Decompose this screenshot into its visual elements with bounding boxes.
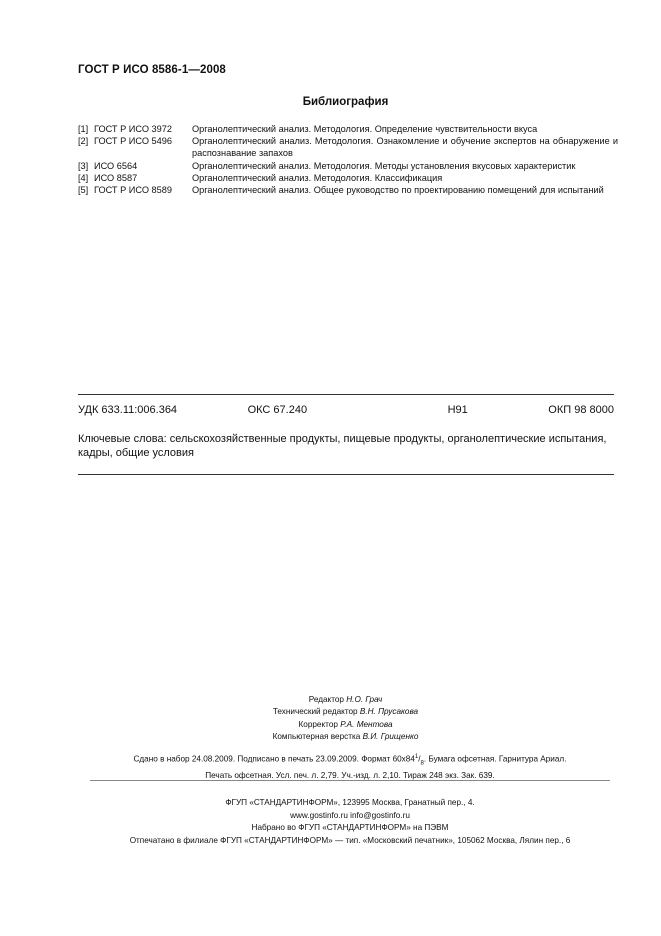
divider-print xyxy=(90,780,610,781)
print-info-line-1: Сдано в набор 24.08.2009. Подписано в печать 23.09.2009. Формат $60х84^1/_8$. Бумага офсетная. Гарнитура Ариал. xyxy=(133,754,567,767)
corrector-label: Корректор xyxy=(298,719,338,729)
print-info xyxy=(90,751,610,782)
entry-standard: ИСО 8587 xyxy=(94,172,138,183)
printed-info: Отпечатано в филиале ФГУП «СТАНДАРТИНФОРМ» — тип. «Московский печатник», 105062 Москва, Лялин пер., 6 xyxy=(129,835,571,845)
classification-row xyxy=(78,404,614,416)
corrector-name: Р.А. Ментова xyxy=(340,719,393,729)
bibliography-entry xyxy=(78,160,618,172)
divider-bottom xyxy=(78,474,614,475)
typeset-info: Набрано во ФГУП «СТАНДАРТИНФОРМ» на ПЭВМ xyxy=(251,823,449,833)
publisher-contacts: www.gostinfo.ru info@gostinfo.ru xyxy=(290,810,410,820)
entry-standard: ГОСТ Р ИСО 5496 xyxy=(94,136,172,147)
entry-standard: ГОСТ Р ИСО 3972 xyxy=(94,124,172,134)
entry-title: Органолептический анализ. Методология. Классификация xyxy=(192,172,443,183)
tech-editor-line xyxy=(30,706,661,718)
entry-title: Органолептический анализ. Методология. Определение чувствительности вкуса xyxy=(192,124,538,134)
keywords: Ключевые слова: сельскохозяйственные продукты, пищевые продукты, органолептические испытания, кадры, общие условия xyxy=(78,433,607,459)
print-info-line-1-text: Сдано в набор 24.08.2009. Подписано в печать 23.09.2009. Формат 60х84 xyxy=(133,754,415,764)
layout-name: В.И. Грищенко xyxy=(362,732,419,742)
h-code: Н91 xyxy=(447,404,468,416)
layout-line xyxy=(30,731,661,743)
editor-line xyxy=(30,694,661,706)
entry-number: [5] xyxy=(78,185,89,196)
entry-number: [3] xyxy=(78,160,89,171)
bibliography-list xyxy=(78,123,618,196)
entry-standard: ИСО 6564 xyxy=(94,160,138,171)
entry-number: [2] xyxy=(78,136,89,147)
divider-top xyxy=(78,394,614,395)
print-info-line-2: Печать офсетная. Усл. печ. л. 2,79. Уч.-изд. л. 2,10. Тираж 248 экз. Зак. 639. xyxy=(205,770,495,780)
document-code: ГОСТ Р ИСО 8586-1—2008 xyxy=(78,64,226,76)
entry-number: [4] xyxy=(78,172,89,183)
bibliography-entry xyxy=(78,135,618,159)
editor-label: Редактор xyxy=(308,695,344,704)
entry-standard: ГОСТ Р ИСО 8589 xyxy=(94,185,172,196)
bibliography-entry xyxy=(78,172,618,184)
entry-title: Органолептический анализ. Методология. Методы установления вкусовых характеристик xyxy=(192,160,576,171)
layout-label: Компьютерная верстка xyxy=(272,732,361,742)
tech-editor-label: Технический редактор xyxy=(272,707,358,717)
print-info-line-1-rest: . Бумага офсетная. Гарнитура Ариал. xyxy=(423,754,567,764)
udk-code: УДК 633.11:006.364 xyxy=(78,404,178,416)
entry-number: [1] xyxy=(78,124,89,134)
bibliography-entry xyxy=(78,184,618,196)
oks-code: ОКС 67.240 xyxy=(247,404,308,416)
publisher-address: ФГУП «СТАНДАРТИНФОРМ», 123995 Москва, Гранатный пер., 4. xyxy=(225,798,475,807)
bibliography-entry xyxy=(78,123,618,135)
format-fraction-denominator: 8 xyxy=(420,760,424,767)
tech-editor-name: В.Н. Прусакова xyxy=(359,707,419,717)
publisher-block xyxy=(80,797,620,847)
editor-name: Н.О. Грач xyxy=(346,695,383,704)
format-fraction-numerator: 1 xyxy=(414,754,419,760)
okp-code: ОКП 98 8000 xyxy=(548,404,614,416)
entry-title: Органолептический анализ. Общее руководство по проектированию помещений для испытаний xyxy=(192,185,604,196)
entry-title: Органолептический анализ. Методология. Ознакомление и обучение экспертов на обнаружение и распознавание запахов xyxy=(192,136,618,159)
corrector-line xyxy=(30,719,661,731)
bibliography-title: Библиография xyxy=(302,96,389,108)
credits-block xyxy=(0,694,661,744)
